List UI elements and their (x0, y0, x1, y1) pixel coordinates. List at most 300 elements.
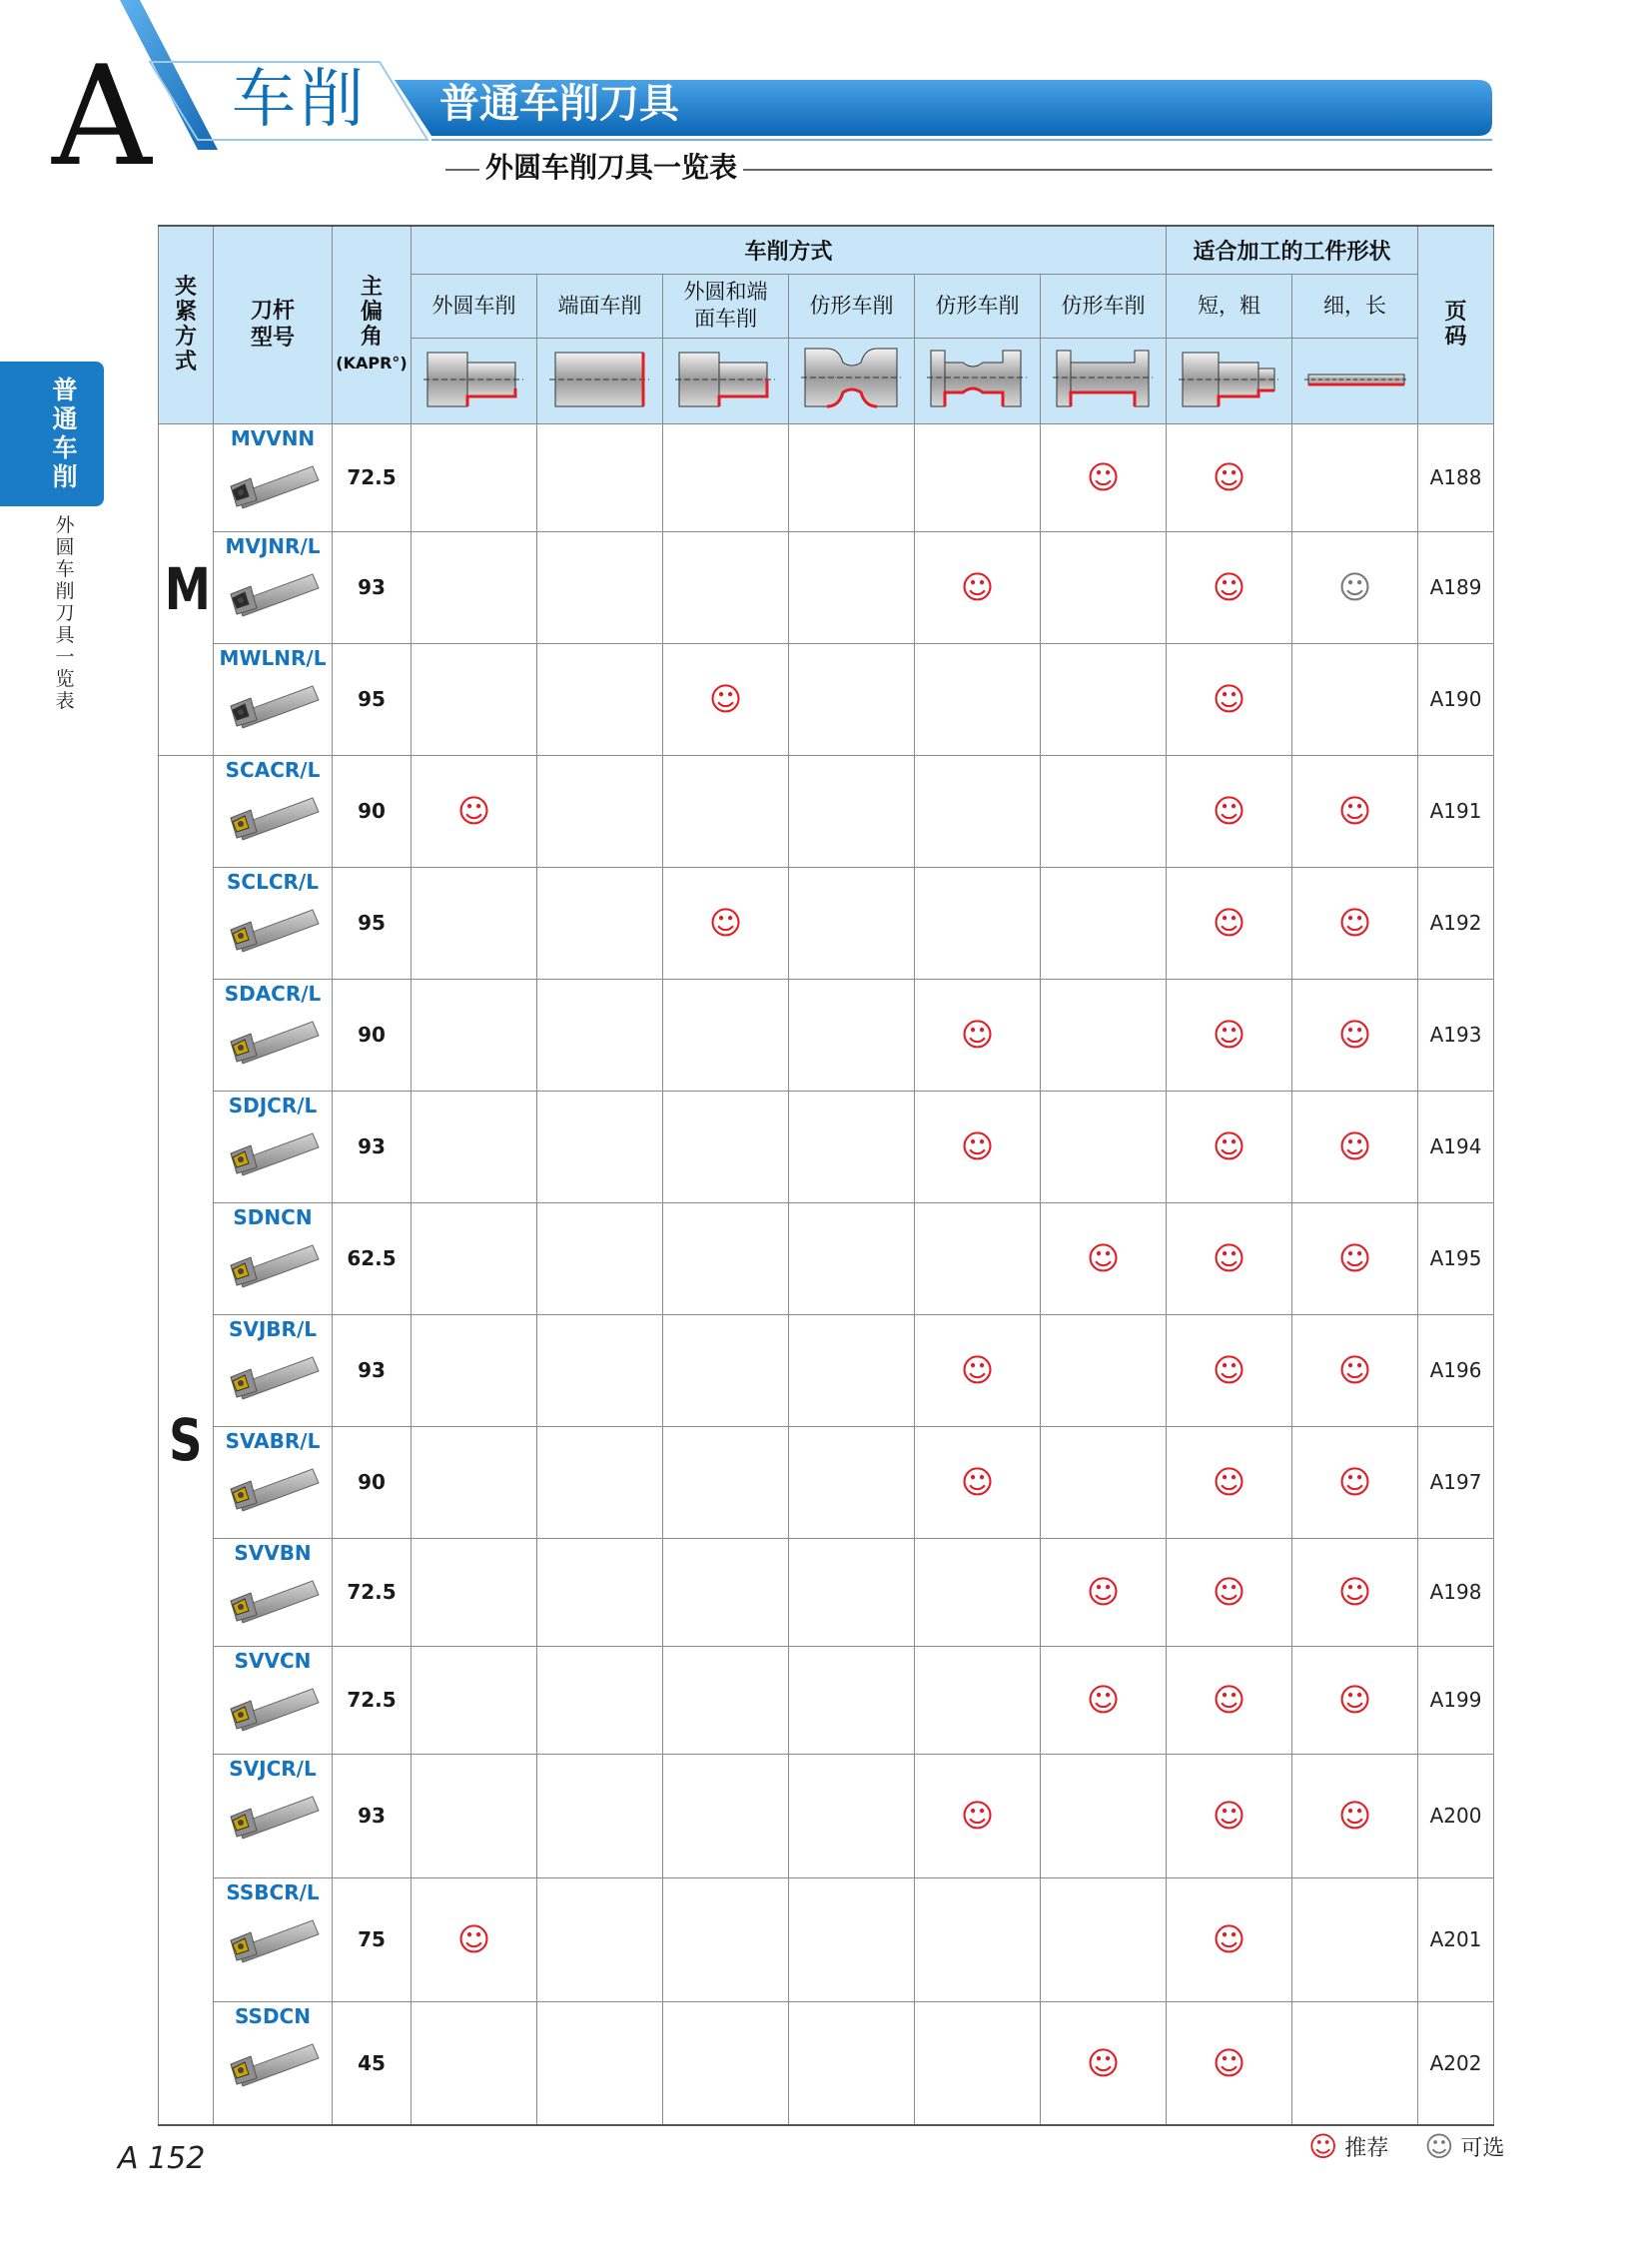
suitability-cell (789, 1314, 915, 1426)
angle-cell: 75 (333, 1877, 412, 2001)
smiley-face-icon: ☺ (1337, 1016, 1372, 1054)
angle-cell: 72.5 (333, 423, 412, 531)
tool-holder-icon (223, 894, 323, 956)
suitability-cell (789, 423, 915, 531)
suitability-cell (1292, 1202, 1418, 1314)
page-ref-cell: A197 (1418, 1426, 1494, 1538)
suitability-cell (789, 1426, 915, 1538)
side-description: 外圆车削刀具一览表 (55, 514, 75, 712)
table-row (159, 1877, 1494, 2001)
col-header-6: 仿形车削 (1041, 274, 1167, 338)
suitability-cell (789, 1202, 915, 1314)
od-face-turning-diagram-icon (671, 343, 781, 412)
suitability-cell (537, 867, 663, 979)
page-ref-cell: A201 (1418, 1877, 1494, 2001)
page-ref-cell: A195 (1418, 1202, 1494, 1314)
tool-holder-icon (223, 670, 323, 732)
holder-model: MVJNR/L (225, 533, 321, 558)
smiley-face-icon: ☺ (1086, 1681, 1121, 1719)
suitability-cell (1167, 1091, 1292, 1202)
suitability-cell (412, 755, 537, 867)
suitability-cell (1167, 2001, 1292, 2125)
smiley-face-icon: ☺ (960, 1463, 995, 1501)
suitability-cell (1292, 2001, 1418, 2125)
clamp-cell (159, 423, 214, 755)
diagram-od-face-turning (663, 338, 789, 423)
page-header-label: 页码 (1444, 300, 1467, 351)
suitability-cell (1041, 1091, 1167, 1202)
suitability-cell (412, 867, 537, 979)
suitability-cell (537, 1426, 663, 1538)
suitability-cell (663, 1754, 789, 1877)
suitability-cell (663, 979, 789, 1091)
suitability-cell (1292, 1426, 1418, 1538)
page-title: 普通车削刀具 (439, 81, 679, 127)
col-header-7: 短，粗 (1167, 274, 1292, 338)
smiley-face-icon: ☺ (1212, 1016, 1246, 1054)
page-ref-cell: A192 (1418, 867, 1494, 979)
suitability-cell (1167, 423, 1292, 531)
page-ref-cell: A190 (1418, 643, 1494, 755)
tool-holder-icon (223, 2028, 323, 2090)
smiley-face-icon: ☺ (960, 1127, 995, 1165)
smiley-face-icon: ☺ (960, 1797, 995, 1835)
suitability-cell (915, 1877, 1041, 2001)
holder-cell (214, 1202, 333, 1314)
angle-cell: 62.5 (333, 1202, 412, 1314)
page-ref-cell: A198 (1418, 1538, 1494, 1646)
page-ref-cell: A188 (1418, 423, 1494, 531)
smiley-face-icon: ☺ (1337, 1351, 1372, 1389)
suitability-cell (412, 1538, 537, 1646)
smiley-face-icon: ☺ (1337, 1681, 1372, 1719)
suitability-cell (537, 1877, 663, 2001)
suitability-cell (789, 1754, 915, 1877)
diagram-thin-long (1292, 338, 1418, 423)
suitability-cell (1167, 1202, 1292, 1314)
smiley-face-icon: ☺ (1337, 1463, 1372, 1501)
page-ref-cell: A200 (1418, 1754, 1494, 1877)
table-row (159, 1202, 1494, 1314)
suitability-cell (789, 643, 915, 755)
col-header-5: 仿形车削 (915, 274, 1041, 338)
angle-cell: 45 (333, 2001, 412, 2125)
smiley-face-icon: ☺ (1424, 2129, 1454, 2163)
diagram-profiling-1 (789, 338, 915, 423)
page-ref-cell: A194 (1418, 1091, 1494, 1202)
smiley-face-icon: ☺ (1212, 1239, 1246, 1277)
suitability-cell (1041, 1646, 1167, 1754)
profiling-diagram-icon (923, 343, 1033, 412)
suitability-cell (1167, 1426, 1292, 1538)
page-ref-cell: A196 (1418, 1314, 1494, 1426)
turning-group-header: 车削方式 (412, 226, 1167, 274)
legend-recommended-label: 推荐 (1344, 2136, 1389, 2161)
diagram-od-turning (412, 338, 537, 423)
tool-holder-icon (223, 450, 323, 512)
smiley-face-icon: ☺ (1212, 1127, 1246, 1165)
section-letter: A (52, 36, 152, 197)
holder-model: SDACR/L (224, 981, 322, 1006)
table-row (159, 1426, 1494, 1538)
smiley-face-icon: ☺ (456, 1920, 491, 1958)
suitability-cell (412, 1202, 537, 1314)
suitability-cell (1167, 1538, 1292, 1646)
suitability-cell (1167, 1646, 1292, 1754)
clamp-header-label: 夹紧方式 (174, 275, 197, 375)
smiley-face-icon: ☺ (960, 568, 995, 606)
suitability-cell (1167, 1754, 1292, 1877)
angle-cell: 90 (333, 755, 412, 867)
angle-cell: 72.5 (333, 1646, 412, 1754)
smiley-face-icon: ☺ (1212, 904, 1246, 942)
suitability-cell (915, 2001, 1041, 2125)
holder-cell (214, 423, 333, 531)
suitability-cell (412, 643, 537, 755)
legend-optional-label: 可选 (1460, 2136, 1505, 2161)
suitability-cell (412, 531, 537, 643)
suitability-cell (915, 1538, 1041, 1646)
smiley-face-icon: ☺ (1086, 1573, 1121, 1611)
holder-cell (214, 531, 333, 643)
page-ref-cell: A199 (1418, 1646, 1494, 1754)
tool-holder-icon (223, 1565, 323, 1627)
tool-holder-icon (223, 782, 323, 844)
holder-model: SVVCN (234, 1648, 312, 1673)
clamp-cell (159, 755, 214, 2125)
suitability-cell (663, 531, 789, 643)
tool-holder-icon (223, 1673, 323, 1735)
page-subtitle: 外圆车削刀具一览表 (479, 154, 743, 182)
holder-cell (214, 755, 333, 867)
suitability-cell (1041, 2001, 1167, 2125)
suitability-cell (663, 643, 789, 755)
angle-cell: 95 (333, 643, 412, 755)
holder-model: SDJCR/L (228, 1093, 318, 1118)
suitability-cell (537, 531, 663, 643)
smiley-face-icon: ☺ (1308, 2129, 1338, 2163)
suitability-cell (1292, 531, 1418, 643)
smiley-face-icon: ☺ (1337, 1797, 1372, 1835)
suitability-cell (915, 531, 1041, 643)
tool-holder-icon (223, 558, 323, 620)
face-turning-diagram-icon (545, 343, 655, 412)
suitability-cell (1292, 867, 1418, 979)
smiley-face-icon: ☺ (1212, 1463, 1246, 1501)
smiley-face-icon: ☺ (1337, 1573, 1372, 1611)
tool-holder-icon (223, 1341, 323, 1403)
smiley-face-icon: ☺ (1212, 1573, 1246, 1611)
suitability-cell (789, 531, 915, 643)
smiley-face-icon: ☺ (1337, 568, 1372, 606)
suitability-cell (537, 643, 663, 755)
suitability-cell (789, 979, 915, 1091)
suitability-cell (663, 1091, 789, 1202)
holder-model: SSBCR/L (226, 1879, 320, 1904)
workpiece-group-header: 适合加工的工件形状 (1167, 226, 1418, 274)
suitability-cell (1292, 643, 1418, 755)
smiley-face-icon: ☺ (1212, 1797, 1246, 1835)
holder-model: SSDCN (235, 2003, 311, 2028)
table-body (159, 423, 1494, 2125)
holder-cell (214, 867, 333, 979)
suitability-cell (663, 2001, 789, 2125)
suitability-cell (1041, 423, 1167, 531)
smiley-face-icon: ☺ (960, 1016, 995, 1054)
suitability-cell (1292, 1091, 1418, 1202)
suitability-cell (537, 1314, 663, 1426)
holder-cell (214, 1314, 333, 1426)
suitability-cell (537, 1754, 663, 1877)
suitability-cell (1167, 867, 1292, 979)
holder-cell (214, 1877, 333, 2001)
legend (1308, 2131, 1504, 2162)
diagram-face-turning (537, 338, 663, 423)
page-header (1418, 226, 1494, 423)
suitability-cell (789, 1538, 915, 1646)
side-tab-label: 普通车削 (52, 375, 78, 491)
table-row (159, 979, 1494, 1091)
holder-cell (214, 1754, 333, 1877)
suitability-cell (1041, 1202, 1167, 1314)
smiley-face-icon: ☺ (456, 792, 491, 830)
smiley-face-icon: ☺ (1212, 1681, 1246, 1719)
suitability-cell (789, 1091, 915, 1202)
table-row (159, 1754, 1494, 1877)
suitability-cell (663, 1426, 789, 1538)
diagram-profiling-3 (1041, 338, 1167, 423)
col-header-4: 仿形车削 (789, 274, 915, 338)
suitability-cell (1292, 1538, 1418, 1646)
suitability-cell (1292, 1877, 1418, 2001)
smiley-face-icon: ☺ (708, 904, 743, 942)
smiley-face-icon: ☺ (1212, 2043, 1246, 2082)
angle-cell: 72.5 (333, 1538, 412, 1646)
holder-cell (214, 1538, 333, 1646)
suitability-cell (663, 755, 789, 867)
smiley-face-icon: ☺ (1212, 568, 1246, 606)
smiley-face-icon: ☺ (1212, 458, 1246, 496)
angle-cell: 95 (333, 867, 412, 979)
smiley-face-icon: ☺ (1212, 1920, 1246, 1958)
table-row (159, 1538, 1494, 1646)
holder-model: MVVNN (230, 425, 316, 450)
suitability-cell (412, 1646, 537, 1754)
suitability-cell (915, 867, 1041, 979)
suitability-cell (1041, 643, 1167, 755)
suitability-cell (1167, 755, 1292, 867)
angle-cell: 93 (333, 531, 412, 643)
suitability-cell (663, 1877, 789, 2001)
suitability-cell (1041, 531, 1167, 643)
table-row (159, 531, 1494, 643)
table-row (159, 1314, 1494, 1426)
angle-cell: 93 (333, 1314, 412, 1426)
suitability-cell (1041, 1877, 1167, 2001)
page-ref-cell: A202 (1418, 2001, 1494, 2125)
col-header-1: 外圆车削 (412, 274, 537, 338)
holder-header (214, 226, 333, 423)
suitability-cell (1292, 1754, 1418, 1877)
suitability-cell (915, 1314, 1041, 1426)
suitability-cell (789, 1877, 915, 2001)
holder-cell (214, 2001, 333, 2125)
suitability-cell (663, 1314, 789, 1426)
smiley-face-icon: ☺ (1086, 458, 1121, 496)
suitability-cell (1041, 867, 1167, 979)
suitability-cell (1167, 643, 1292, 755)
page-ref-cell: A189 (1418, 531, 1494, 643)
suitability-cell (663, 1646, 789, 1754)
col-header-3-label: 外圆和端面车削 (683, 280, 768, 331)
holder-model: SDNCN (233, 1204, 313, 1229)
suitability-cell (789, 755, 915, 867)
suitability-cell (789, 1646, 915, 1754)
suitability-cell (537, 2001, 663, 2125)
holder-model: SVJBR/L (228, 1316, 318, 1341)
table-row (159, 1091, 1494, 1202)
page-ref-cell: A191 (1418, 755, 1494, 867)
suitability-cell (1041, 979, 1167, 1091)
suitability-cell (1041, 755, 1167, 867)
smiley-face-icon: ☺ (1086, 1239, 1121, 1277)
suitability-cell (1292, 979, 1418, 1091)
suitability-cell (915, 1646, 1041, 1754)
suitability-cell (537, 979, 663, 1091)
holder-model: SVVBN (234, 1540, 312, 1565)
thin-long-workpiece-icon (1300, 343, 1410, 412)
suitability-cell (1167, 1877, 1292, 2001)
smiley-face-icon: ☺ (1337, 1127, 1372, 1165)
smiley-face-icon: ☺ (1337, 1239, 1372, 1277)
suitability-cell (663, 423, 789, 531)
holder-model: SVABR/L (225, 1428, 321, 1453)
suitability-cell (412, 1091, 537, 1202)
suitability-cell (663, 1538, 789, 1646)
smiley-face-icon: ☺ (708, 680, 743, 718)
suitability-cell (537, 1202, 663, 1314)
suitability-cell (412, 423, 537, 531)
suitability-cell (915, 1091, 1041, 1202)
angle-cell: 90 (333, 979, 412, 1091)
holder-cell (214, 1091, 333, 1202)
od-turning-diagram-icon (419, 343, 529, 412)
tool-holder-icon (223, 1229, 323, 1291)
suitability-cell (537, 423, 663, 531)
holder-cell (214, 979, 333, 1091)
suitability-cell (537, 1091, 663, 1202)
suitability-cell (412, 2001, 537, 2125)
suitability-cell (789, 867, 915, 979)
holder-model: MWLNR/L (219, 645, 327, 670)
angle-header (333, 226, 412, 423)
suitability-cell (1041, 1314, 1167, 1426)
suitability-cell (789, 2001, 915, 2125)
profiling-diagram-icon (1049, 343, 1159, 412)
holder-model: SVJCR/L (229, 1756, 317, 1781)
holder-cell (214, 1426, 333, 1538)
tool-holder-icon (223, 1453, 323, 1515)
suitability-cell (915, 755, 1041, 867)
suitability-cell (1292, 755, 1418, 867)
suitability-cell (1041, 1426, 1167, 1538)
suitability-cell (412, 1314, 537, 1426)
table-row (159, 1646, 1494, 1754)
holder-header-label: 刀杆型号 (250, 299, 295, 352)
suitability-cell (915, 1426, 1041, 1538)
smiley-face-icon: ☺ (1212, 792, 1246, 830)
suitability-cell (1167, 979, 1292, 1091)
tool-overview-table (158, 225, 1494, 2126)
clamp-type: S (169, 1405, 203, 1474)
suitability-cell (1292, 423, 1418, 531)
page-ref-cell: A193 (1418, 979, 1494, 1091)
diagram-profiling-2 (915, 338, 1041, 423)
holder-model: SCACR/L (225, 757, 321, 782)
suitability-cell (1041, 1538, 1167, 1646)
clamp-header (159, 226, 214, 423)
suitability-cell (412, 1754, 537, 1877)
smiley-face-icon: ☺ (1212, 680, 1246, 718)
angle-cell: 93 (333, 1091, 412, 1202)
angle-header-label: 主偏角 (360, 275, 383, 351)
diagram-short-thick (1167, 338, 1292, 423)
suitability-cell (1041, 1754, 1167, 1877)
suitability-cell (1167, 531, 1292, 643)
col-header-8: 细，长 (1292, 274, 1418, 338)
short-thick-workpiece-icon (1175, 343, 1284, 412)
suitability-cell (663, 867, 789, 979)
suitability-cell (1167, 1314, 1292, 1426)
suitability-cell (537, 1538, 663, 1646)
smiley-face-icon: ☺ (1086, 2043, 1121, 2082)
suitability-cell (412, 1426, 537, 1538)
holder-cell (214, 643, 333, 755)
tool-holder-icon (223, 1904, 323, 1966)
suitability-cell (412, 979, 537, 1091)
suitability-cell (537, 755, 663, 867)
table-row (159, 2001, 1494, 2125)
suitability-cell (412, 1877, 537, 2001)
holder-cell (214, 1646, 333, 1754)
table-row (159, 867, 1494, 979)
clamp-type: M (164, 555, 211, 623)
angle-cell: 93 (333, 1754, 412, 1877)
suitability-cell (663, 1202, 789, 1314)
table-row (159, 423, 1494, 531)
tool-holder-icon (223, 1118, 323, 1179)
holder-model: SCLCR/L (227, 869, 319, 894)
suitability-cell (915, 423, 1041, 531)
table-row (159, 643, 1494, 755)
profiling-diagram-icon (797, 343, 907, 412)
page-number: A 152 (118, 2141, 206, 2176)
angle-cell: 90 (333, 1426, 412, 1538)
col-header-3 (663, 274, 789, 338)
suitability-cell (537, 1646, 663, 1754)
suitability-cell (915, 1754, 1041, 1877)
suitability-cell (1292, 1314, 1418, 1426)
angle-header-unit: (KAPR°) (336, 354, 408, 374)
smiley-face-icon: ☺ (960, 1351, 995, 1389)
smiley-face-icon: ☺ (1337, 792, 1372, 830)
col-header-2: 端面车削 (537, 274, 663, 338)
suitability-cell (915, 979, 1041, 1091)
suitability-cell (1292, 1646, 1418, 1754)
suitability-cell (915, 643, 1041, 755)
table-row (159, 755, 1494, 867)
section-title: 车削 (232, 63, 368, 137)
